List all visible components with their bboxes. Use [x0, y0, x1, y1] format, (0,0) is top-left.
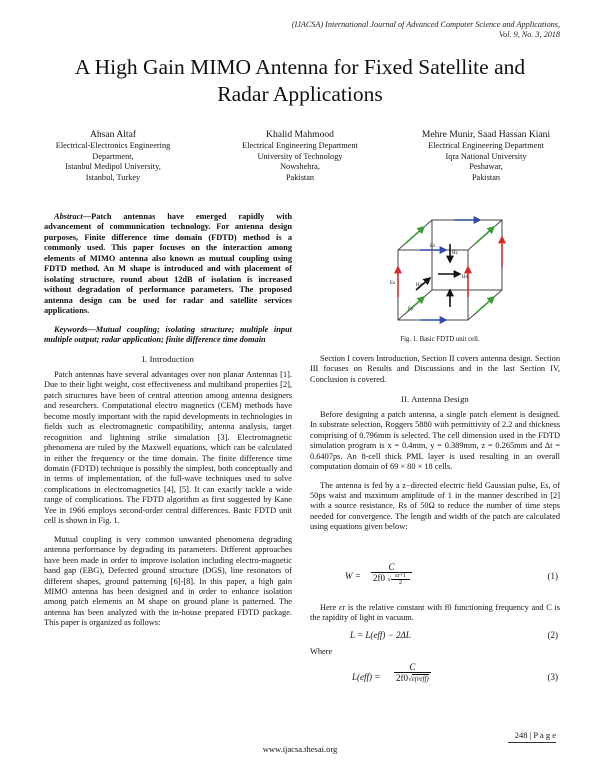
keywords-label: Keywords — [54, 324, 88, 334]
fdtd-cube-diagram — [380, 212, 520, 332]
field-arrows — [398, 220, 502, 320]
abstract-text: —Patch antennas have emerged rapidly with advancement of communication technology. For antenna design purposes, Finite difference time domain (FDTD) method is a commonly used. This paper focuses on the interaction among elements of MIMO antenna also known as mutual coupling using FDTD method. An M shape is introduced and with placement of isolating structure, round about 12dB of isolation is increased without degradation of performance parameters. The proposed antenna design can be used for radar and satellite services applications. — [44, 212, 292, 316]
e-field-arrow — [476, 227, 494, 243]
eq3-root: ε(reff) — [411, 675, 429, 683]
eq3-sqrt: √ε(reff) — [408, 675, 429, 683]
journal-volume: Vol. 9, No. 3, 2018 — [499, 30, 560, 39]
e-field-arrow — [406, 227, 424, 243]
author-name: Mehre Munir, Saad Hassan Kiani — [421, 129, 551, 140]
abstract — [44, 212, 292, 317]
eq1-lhs: W = — [345, 571, 361, 581]
author-affil-line: Pakistan — [285, 172, 315, 182]
label-hy: Hy — [416, 283, 423, 288]
author-affil-line: Electrical Engineering Department — [428, 141, 544, 150]
author-affil-line: Electrical-Electronics Engineering — [55, 141, 171, 150]
author-affil-line: Istanbul Medipol University, — [65, 162, 161, 171]
abstract-label: Abstract — [54, 212, 83, 221]
footer-rule — [508, 742, 556, 743]
eq3-lhs: L(eff) = — [352, 672, 381, 682]
eq3-numerator: C — [394, 662, 431, 673]
eq1-fraction — [371, 562, 412, 586]
where-label: Where — [310, 647, 333, 656]
section-heading-antenna-design: II. Antenna Design — [400, 394, 470, 405]
footer-url: www.ijacsa.thesai.org — [262, 744, 338, 754]
keywords — [44, 325, 292, 346]
eq3-den-text: 2f0 — [396, 673, 408, 683]
right-column — [310, 354, 560, 533]
keywords-text: —Mutual coupling; isolating structure; multiple input multiple output; radar application; finite difference time domain — [44, 324, 292, 344]
author-name: Ahsan Altaf — [89, 129, 137, 140]
eq1-numerator: C — [371, 562, 412, 573]
label-hx: Hx — [462, 275, 469, 280]
label-ez: Ez — [390, 281, 396, 286]
right-column-cont — [310, 603, 560, 624]
equation-1 — [345, 562, 560, 598]
eq3-denominator — [394, 673, 431, 683]
journal-name: (IJACSA) International Journal of Advanced Computer Science and Applications, — [291, 20, 560, 29]
e-field-arrow — [476, 297, 494, 313]
eq2-body: L = L(eff) − 2ΔL — [350, 630, 411, 640]
eq1-root-num: εr+1 — [391, 573, 410, 580]
eq1-den-text: 2f0 — [373, 573, 385, 584]
author-block-1 — [38, 128, 188, 183]
left-column — [44, 212, 292, 629]
author-affil-line: Department, — [92, 151, 134, 161]
author-affil-line: Iqra National University — [445, 151, 527, 161]
page-number: 248 | P a g e — [514, 730, 556, 740]
equation-3 — [352, 662, 560, 698]
author-affil-line: University of Technology — [257, 151, 343, 161]
eq1-number: (1) — [547, 571, 558, 581]
author-block-3 — [396, 128, 576, 183]
figure-fdtd-unit-cell — [380, 212, 520, 332]
author-block-2 — [220, 128, 380, 183]
author-affil-line: Istanbul, Turkey — [85, 172, 141, 182]
title-line-1: A High Gain MIMO Antenna for Fixed Satellite and — [74, 55, 526, 79]
eq3-number: (3) — [547, 672, 558, 682]
equation-2 — [350, 630, 560, 640]
author-affil-line: Peshawar, — [469, 162, 503, 171]
organization-paragraph: Section I covers Introduction, Section II covers antenna design. Section III focuses on Results and Discussions and in the last Section IV, Conclusion is covered. — [310, 354, 560, 384]
label-ex: Ex — [430, 244, 436, 249]
label-ey: Ey — [408, 307, 414, 312]
section-heading-introduction: I. Introduction — [141, 354, 195, 365]
eq2-number: (2) — [547, 630, 558, 640]
intro-paragraph: Mutual coupling is very common unwanted phenomena degrading antenna performance by degrading its parameters. Different approaches have been made in order to improve isolation including electro-magnetic band gap (EBG), Defected ground structure (DGS), line resonators of different shapes, ground patterning [6]-[8]. In this paper, a high gain MIMO antenna has been designed and in order to enhance isolation among patch elements an M shape on ground plane is patterned. The antenna has been analyzed with the in-house prepared FDTD package. This paper is organized as follows: — [44, 534, 292, 628]
eq1-root-den: 2 — [399, 580, 403, 586]
after-eq1-paragraph: Here εr is the relative constant with f0 functioning frequency and C is the rapidity of light in vacuum. — [310, 603, 560, 623]
author-affil-line: Nowshehra, — [280, 162, 320, 171]
author-affil-line: Electrical Engineering Department — [242, 141, 358, 150]
eq1-sqrt: √ $\frac{\varepsilon r+1}{2}$ — [387, 575, 410, 583]
intro-paragraph: Patch antennas have several advantages over non planar Antennas [1]. Due to their light weight, cost effectiveness and multiband properties [2], patch structures have been of central attention among antenna designers and researchers. Computational electro magnetics (CEM) methods have become mostly important with the rapid developments in technologies in fields such as electromagnetic compatibility, antenna analysis, target recognition and lightning strike simulation [3]. Electromagnetic phenomena are ruled by the Maxwell equations, which can be calculated in either the frequency or the time domain. The finite difference time domain (FDTD) technique is possibly the simplest, both conceptually and in terms of implementation, of the full-wave techniques used to solve complications in electromagnetics [4], [5]. It can exactly tackle a wide range of complications. The FDTD algorithm as first suggested by Kane Yee in 1966 employs second-order central differences. Basic FDTD unit cell is shown in Fig. 1. — [44, 369, 292, 526]
author-affil-line: Pakistan — [471, 172, 501, 182]
title-line-2: Radar Applications — [217, 82, 383, 106]
author-name: Khalid Mahmood — [266, 129, 334, 140]
paper-title — [40, 54, 560, 108]
design-paragraph: Before designing a patch antenna, a single patch element is designed. In substrate selection, Roggers 5880 with permittivity of 2.2 and thickness comprising of 0.796mm is selected. The cell dimension used in the FDTD simulation program is x = 0.4mm, y = 0.389mm, z = 0.265mm and Δt = 0.6407ps. An 8-cell thick PML layer is used resulting in an overall computation domain of 69 × 80 × 18 cells. — [310, 409, 560, 472]
eq3-fraction — [394, 662, 431, 683]
design-paragraph: The antenna is fed by a z−directed electric field Gaussian pulse, Es, of 50ps waist and maximum amplitude of 1 in the manner described in [2] with a source resistance, Rs of 50Ω to reduce the number of time steps needed for convergence. The length and width of the patch are calculated using equations given below: — [310, 480, 560, 532]
journal-header — [140, 20, 560, 40]
label-hz: Hz — [452, 251, 458, 256]
figure-caption: Fig. 1. Basic FDTD unit cell. — [400, 336, 480, 343]
eq1-denominator — [371, 573, 412, 586]
